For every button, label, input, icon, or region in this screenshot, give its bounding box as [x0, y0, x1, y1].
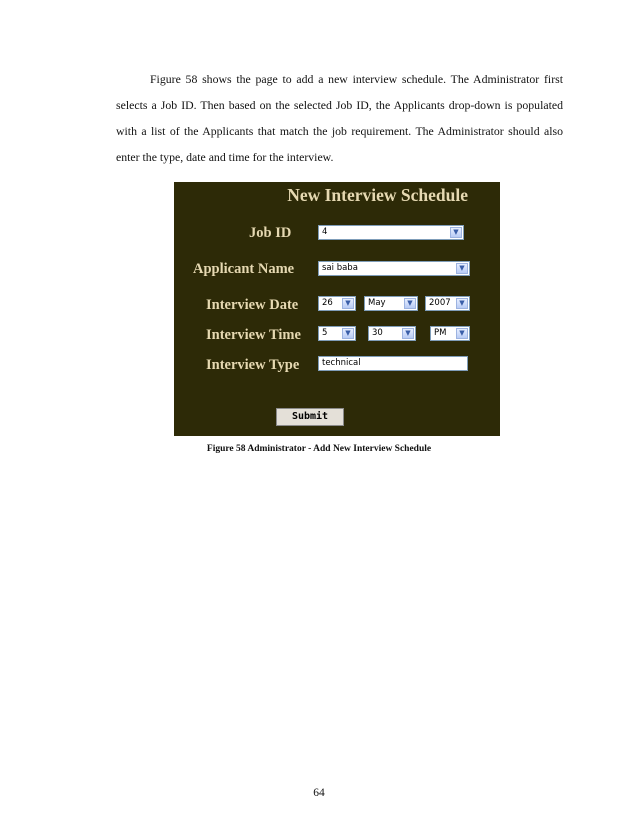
form-title: New Interview Schedule — [287, 185, 468, 205]
applicant-name-label: Applicant Name — [193, 261, 295, 277]
interview-year-select[interactable] — [425, 296, 470, 311]
chevron-down-icon[interactable]: ▼ — [456, 298, 468, 309]
applicant-name-select[interactable] — [318, 261, 470, 276]
page-number: 64 — [313, 787, 325, 799]
interview-day-select[interactable] — [318, 296, 356, 311]
paragraph-line-2: first selects a Job ID. Then based on the selected Job ID, the Applicants drop-down is — [116, 72, 563, 112]
chevron-down-icon[interactable]: ▼ — [342, 328, 354, 339]
paragraph-line-1: Figure 58 shows the page to add a new interview schedule. The Administrator — [150, 72, 540, 86]
body-paragraph — [116, 66, 563, 170]
submit-button[interactable]: Submit — [276, 408, 344, 426]
interview-month-select[interactable] — [364, 296, 418, 311]
chevron-down-icon[interactable]: ▼ — [404, 298, 416, 309]
chevron-down-icon[interactable]: ▼ — [342, 298, 354, 309]
interview-ampm-value: PM — [434, 328, 447, 338]
interview-minute-value: 30 — [372, 328, 383, 338]
interview-hour-value: 5 — [322, 328, 328, 338]
job-id-select[interactable] — [318, 225, 464, 240]
interview-date-label: Interview Date — [206, 297, 299, 313]
paragraph-line-4: should also enter the type, date and time for the interview. — [116, 124, 564, 164]
interview-day-value: 26 — [322, 298, 333, 308]
paragraph-line-3: populated with a list of the Applicants that match the job requirement. The Administrator — [116, 98, 563, 138]
interview-hour-select[interactable] — [318, 326, 356, 341]
job-id-value: 4 — [322, 227, 328, 237]
interview-ampm-select[interactable] — [430, 326, 470, 341]
interview-type-input[interactable]: technical — [318, 356, 468, 371]
interview-minute-select[interactable] — [368, 326, 416, 341]
figure-caption: Figure 58 Administrator - Add New Interview Schedule — [206, 444, 432, 454]
chevron-down-icon[interactable]: ▼ — [456, 263, 468, 274]
applicant-name-value: sai baba — [322, 263, 358, 273]
chevron-down-icon[interactable]: ▼ — [402, 328, 414, 339]
chevron-down-icon[interactable]: ▼ — [450, 227, 462, 238]
interview-time-label: Interview Time — [206, 327, 301, 343]
interview-year-value: 2007 — [429, 298, 451, 308]
job-id-label: Job ID — [249, 225, 292, 241]
interview-month-value: May — [368, 298, 386, 308]
chevron-down-icon[interactable]: ▼ — [456, 328, 468, 339]
interview-type-label: Interview Type — [206, 357, 300, 373]
